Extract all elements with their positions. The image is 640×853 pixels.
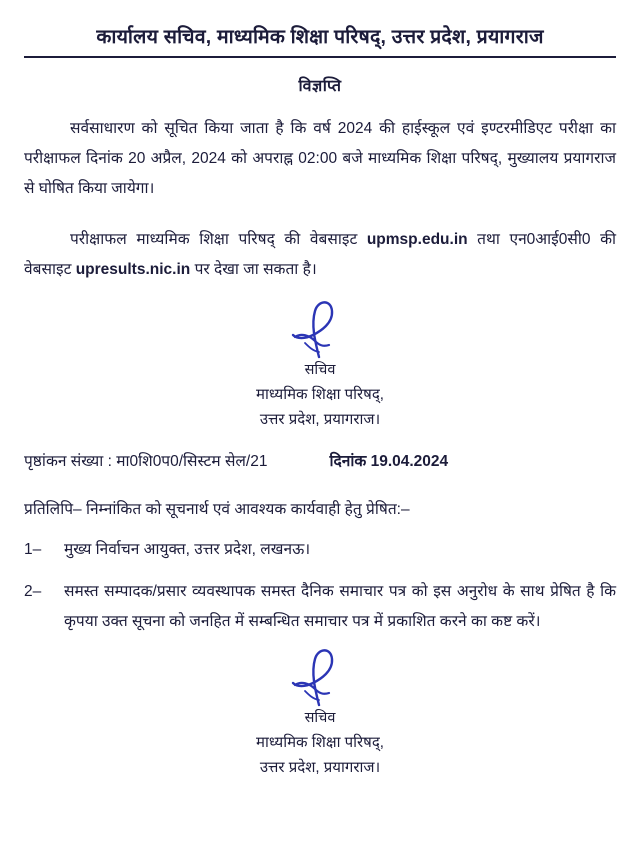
website-upmsp-link[interactable]: upmsp.edu.in	[366, 230, 468, 248]
office-header-title: कार्यालय सचिव, माध्यमिक शिक्षा परिषद्, उत्तर प्रदेश, प्रयागराज	[24, 22, 616, 58]
websites-text-after: पर देखा जा सकता है।	[190, 260, 317, 278]
signatory-org-line2-lower: उत्तर प्रदेश, प्रयागराज।	[259, 759, 381, 777]
list-item-text: समस्त सम्पादक/प्रसार व्यवस्थापक समस्त दैनिक समाचार पत्र को इस अनुरोध के साथ प्रेषित है कि कृपया उक्त सूचना को जनहित में सम्बन्धित समाचार पत्र में प्रकाशित करने का कष्ट करें।	[64, 582, 616, 630]
signatory-title-upper: सचिव	[304, 362, 336, 379]
signature-block-lower	[24, 649, 616, 780]
reference-number-label: पृष्ठांकन संख्या : मा0शि0प0/सिस्टम सेल/21	[24, 452, 268, 470]
paragraph-result-announcement: सर्वसाधारण को सूचित किया जाता है कि वर्ष 2024 की हाईस्कूल एवं इण्टरमीडिएट परीक्षा का परीक्षाफल दिनांक 20 अप्रैल, 2024 को अपराह्न 02:00 बजे माध्यमिक शिक्षा परिषद्, मुख्यालय प्रयागराज से घोषित किया जायेगा।	[24, 120, 616, 198]
list-item-number: 2–	[24, 582, 42, 600]
paragraph-websites	[24, 225, 616, 285]
copy-to-line: प्रतिलिपि– निम्नांकित को सूचनार्थ एवं आवश्यक कार्यवाही हेतु प्रेषित:–	[24, 500, 410, 518]
list-item	[24, 577, 616, 637]
signatory-org-line1-lower: माध्यमिक शिक्षा परिषद्,	[256, 733, 384, 751]
date-value: 19.04.2024	[370, 452, 449, 470]
signatory-org-line2-upper: उत्तर प्रदेश, प्रयागराज।	[259, 411, 381, 429]
signatory-title-lower: सचिव	[304, 710, 336, 727]
signature-block-upper	[24, 301, 616, 432]
signature-scribble-icon	[195, 301, 445, 357]
list-item	[24, 535, 616, 565]
list-item-text: मुख्य निर्वाचन आयुक्त, उत्तर प्रदेश, लखनऊ।	[64, 540, 311, 558]
reference-date	[329, 449, 448, 471]
recipient-list	[24, 535, 616, 638]
date-label: दिनांक	[329, 452, 367, 470]
website-upresults-link[interactable]: upresults.nic.in	[75, 260, 191, 278]
websites-text-before-first-site: परीक्षाफल माध्यमिक शिक्षा परिषद् की वेबसाइट	[70, 230, 367, 248]
signatory-org-line1-upper: माध्यमिक शिक्षा परिषद्,	[256, 385, 384, 403]
reference-row	[24, 449, 616, 471]
signature-scribble-icon	[195, 649, 445, 705]
list-item-number: 1–	[24, 540, 42, 558]
document-type-heading: विज्ञप्ति	[298, 78, 342, 95]
websites-text-between: तथा एन0आई0सी0 की वेबसाइट	[24, 230, 616, 278]
